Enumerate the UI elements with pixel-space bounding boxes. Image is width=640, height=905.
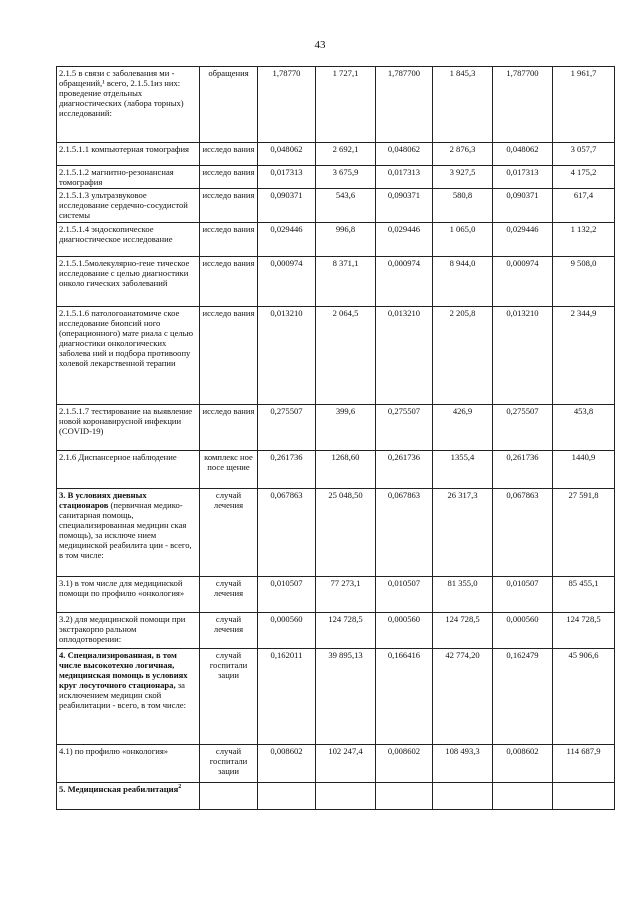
- norm-value-cell: 0,261736: [258, 451, 316, 489]
- cost-value-cell: 399,6: [316, 405, 376, 451]
- row-name: 2.1.5 в связи с заболевания ми - обращений,¹ всего, 2.1.5.1из них: проведение отдельных диагностических (лабора торных) исследований:: [57, 67, 200, 143]
- norm-value-cell: 0,162479: [493, 649, 553, 745]
- norm-value-cell: 0,275507: [376, 405, 433, 451]
- norm-value-cell: 0,013210: [493, 307, 553, 405]
- row-name: 2.1.5.1.6 патологоанатомиче ское исследование биопсий ного (операционного) мате риала с целью диагностики онкологических заболева ний и подбора противоопу холевой лекарственной терапии: [57, 307, 200, 405]
- row-name: 4. Специализированная, в том числе высокотехно логичная, медицинская помощь в условиях круг лосуточного стационара, за исключением медицин ской реабилитации - всего, в том числе:: [57, 649, 200, 745]
- norm-value-cell: 0,029446: [376, 223, 433, 257]
- norm-value-cell: 0,048062: [493, 143, 553, 166]
- norm-value-cell: 0,000974: [493, 257, 553, 307]
- norm-value-cell: 0,162011: [258, 649, 316, 745]
- row-unit: комплекс ное посе щение: [200, 451, 258, 489]
- cost-value-cell: 453,8: [553, 405, 615, 451]
- row-unit: исследо вания: [200, 166, 258, 189]
- norm-value-cell: 0,275507: [493, 405, 553, 451]
- cost-value-cell: 4 175,2: [553, 166, 615, 189]
- cost-value-cell: 617,4: [553, 189, 615, 223]
- row-name: 2.1.5.1.2 магнитно-резонансная томография: [57, 166, 200, 189]
- norm-value-cell: 1,787700: [376, 67, 433, 143]
- table-row: [57, 189, 615, 223]
- norm-value-cell: 0,008602: [258, 745, 316, 783]
- norm-value-cell: 0,090371: [258, 189, 316, 223]
- cost-value-cell: 2 876,3: [433, 143, 493, 166]
- cost-value-cell: 1 727,1: [316, 67, 376, 143]
- cost-value-cell: 26 317,3: [433, 489, 493, 577]
- standards-table: [56, 66, 615, 810]
- norm-value-cell: 0,166416: [376, 649, 433, 745]
- cost-value-cell: 2 344,9: [553, 307, 615, 405]
- table-body: [57, 67, 615, 810]
- cost-value-cell: 2 064,5: [316, 307, 376, 405]
- norm-value-cell: 0,090371: [376, 189, 433, 223]
- cost-value-cell: 81 355,0: [433, 577, 493, 613]
- cost-value-cell: 543,6: [316, 189, 376, 223]
- row-name: 2.1.5.1.5молекулярно-гене тическое исследование с целью диагностики онколо гических заболеваний: [57, 257, 200, 307]
- norm-value-cell: 0,029446: [493, 223, 553, 257]
- row-name: 5. Медицинская реабилитация$^2$: [57, 783, 200, 810]
- table-row: [57, 577, 615, 613]
- row-name: 2.1.5.1.1 компьютерная томография: [57, 143, 200, 166]
- cost-value-cell: 580,8: [433, 189, 493, 223]
- norm-value-cell: 0,008602: [493, 745, 553, 783]
- cost-value-cell: 102 247,4: [316, 745, 376, 783]
- norm-value-cell: 0,000974: [258, 257, 316, 307]
- norm-value-cell: 0,010507: [376, 577, 433, 613]
- norm-value-cell: 0,000974: [376, 257, 433, 307]
- norm-value-cell: 0,067863: [493, 489, 553, 577]
- row-unit: исследо вания: [200, 189, 258, 223]
- cost-value-cell: 85 455,1: [553, 577, 615, 613]
- table-row: [57, 649, 615, 745]
- row-name: 2.1.6 Диспансерное наблюдение: [57, 451, 200, 489]
- cost-value-cell: 9 508,0: [553, 257, 615, 307]
- norm-value-cell: 1,78770: [258, 67, 316, 143]
- table-row: [57, 166, 615, 189]
- norm-value-cell: 0,261736: [376, 451, 433, 489]
- cost-value-cell: [553, 783, 615, 810]
- table-row: [57, 451, 615, 489]
- row-unit: случай госпитали зации: [200, 649, 258, 745]
- row-unit: случай лечения: [200, 613, 258, 649]
- cost-value-cell: 25 048,50: [316, 489, 376, 577]
- norm-value-cell: [493, 783, 553, 810]
- row-unit: исследо вания: [200, 307, 258, 405]
- cost-value-cell: 42 774,20: [433, 649, 493, 745]
- table-row: [57, 67, 615, 143]
- cost-value-cell: 1440,9: [553, 451, 615, 489]
- row-name: 2.1.5.1.4 эндоскопическое диагностическое исследование: [57, 223, 200, 257]
- norm-value-cell: 0,008602: [376, 745, 433, 783]
- cost-value-cell: 77 273,1: [316, 577, 376, 613]
- norm-value-cell: 0,261736: [493, 451, 553, 489]
- table-row: [57, 257, 615, 307]
- norm-value-cell: 0,000560: [258, 613, 316, 649]
- row-unit: исследо вания: [200, 405, 258, 451]
- cost-value-cell: 8 944,0: [433, 257, 493, 307]
- footnote-marker: 2: [178, 784, 182, 791]
- cost-value-cell: 8 371,1: [316, 257, 376, 307]
- row-name: 3. В условиях дневных стационаров (первичная медико-санитарная помощь, специализированная медицин ская помощь), за исключе нием медицинской реабилита ции - всего, в том числе:: [57, 489, 200, 577]
- page-number: 43: [314, 39, 326, 51]
- cost-value-cell: 1 132,2: [553, 223, 615, 257]
- norm-value-cell: [376, 783, 433, 810]
- norm-value-cell: 0,048062: [376, 143, 433, 166]
- row-unit: исследо вания: [200, 143, 258, 166]
- cost-value-cell: 1 845,3: [433, 67, 493, 143]
- norm-value-cell: 0,017313: [493, 166, 553, 189]
- cost-value-cell: [433, 783, 493, 810]
- cost-value-cell: 3 675,9: [316, 166, 376, 189]
- row-unit: исследо вания: [200, 257, 258, 307]
- cost-value-cell: 124 728,5: [433, 613, 493, 649]
- cost-value-cell: 3 927,5: [433, 166, 493, 189]
- norm-value-cell: 0,067863: [376, 489, 433, 577]
- table-row: [57, 489, 615, 577]
- cost-value-cell: 27 591,8: [553, 489, 615, 577]
- norm-value-cell: 0,000560: [493, 613, 553, 649]
- cost-value-cell: 114 687,9: [553, 745, 615, 783]
- row-unit: [200, 783, 258, 810]
- norm-value-cell: 0,067863: [258, 489, 316, 577]
- table-row: [57, 745, 615, 783]
- cost-value-cell: 1 065,0: [433, 223, 493, 257]
- cost-value-cell: 996,8: [316, 223, 376, 257]
- norm-value-cell: 0,010507: [258, 577, 316, 613]
- norm-value-cell: 1,787700: [493, 67, 553, 143]
- table-row: [57, 307, 615, 405]
- norm-value-cell: 0,090371: [493, 189, 553, 223]
- norm-value-cell: 0,275507: [258, 405, 316, 451]
- cost-value-cell: 2 692,1: [316, 143, 376, 166]
- cost-value-cell: 108 493,3: [433, 745, 493, 783]
- norm-value-cell: 0,010507: [493, 577, 553, 613]
- norm-value-cell: 0,029446: [258, 223, 316, 257]
- cost-value-cell: 45 906,6: [553, 649, 615, 745]
- row-name: 3.1) в том числе для медицинской помощи по профилю «онкология»: [57, 577, 200, 613]
- norm-value-cell: 0,013210: [258, 307, 316, 405]
- table-row: [57, 783, 615, 810]
- row-name: 2.1.5.1.7 тестирование на выявление новой коронавирусной инфекции (COVID-19): [57, 405, 200, 451]
- norm-value-cell: [258, 783, 316, 810]
- norm-value-cell: 0,048062: [258, 143, 316, 166]
- row-unit: обращения: [200, 67, 258, 143]
- cost-value-cell: 124 728,5: [316, 613, 376, 649]
- cost-value-cell: 1268,60: [316, 451, 376, 489]
- table-row: [57, 143, 615, 166]
- cost-value-cell: 2 205,8: [433, 307, 493, 405]
- cost-value-cell: 1 961,7: [553, 67, 615, 143]
- row-unit: случай госпитали зации: [200, 745, 258, 783]
- table-row: [57, 613, 615, 649]
- row-name: 4.1) по профилю «онкология»: [57, 745, 200, 783]
- cost-value-cell: 39 895,13: [316, 649, 376, 745]
- cost-value-cell: 3 057,7: [553, 143, 615, 166]
- table-row: [57, 405, 615, 451]
- row-unit: случай лечения: [200, 577, 258, 613]
- norm-value-cell: 0,017313: [376, 166, 433, 189]
- cost-value-cell: 426,9: [433, 405, 493, 451]
- row-name: 3.2) для медицинской помощи при экстракорпо ральном оплодотворении:: [57, 613, 200, 649]
- norm-value-cell: 0,013210: [376, 307, 433, 405]
- cost-value-cell: [316, 783, 376, 810]
- cost-value-cell: 1355,4: [433, 451, 493, 489]
- row-name: 2.1.5.1.3 ультразвуковое исследование сердечно-сосудистой системы: [57, 189, 200, 223]
- table-row: [57, 223, 615, 257]
- norm-value-cell: 0,000560: [376, 613, 433, 649]
- cost-value-cell: 124 728,5: [553, 613, 615, 649]
- norm-value-cell: 0,017313: [258, 166, 316, 189]
- row-unit: исследо вания: [200, 223, 258, 257]
- row-unit: случай лечения: [200, 489, 258, 577]
